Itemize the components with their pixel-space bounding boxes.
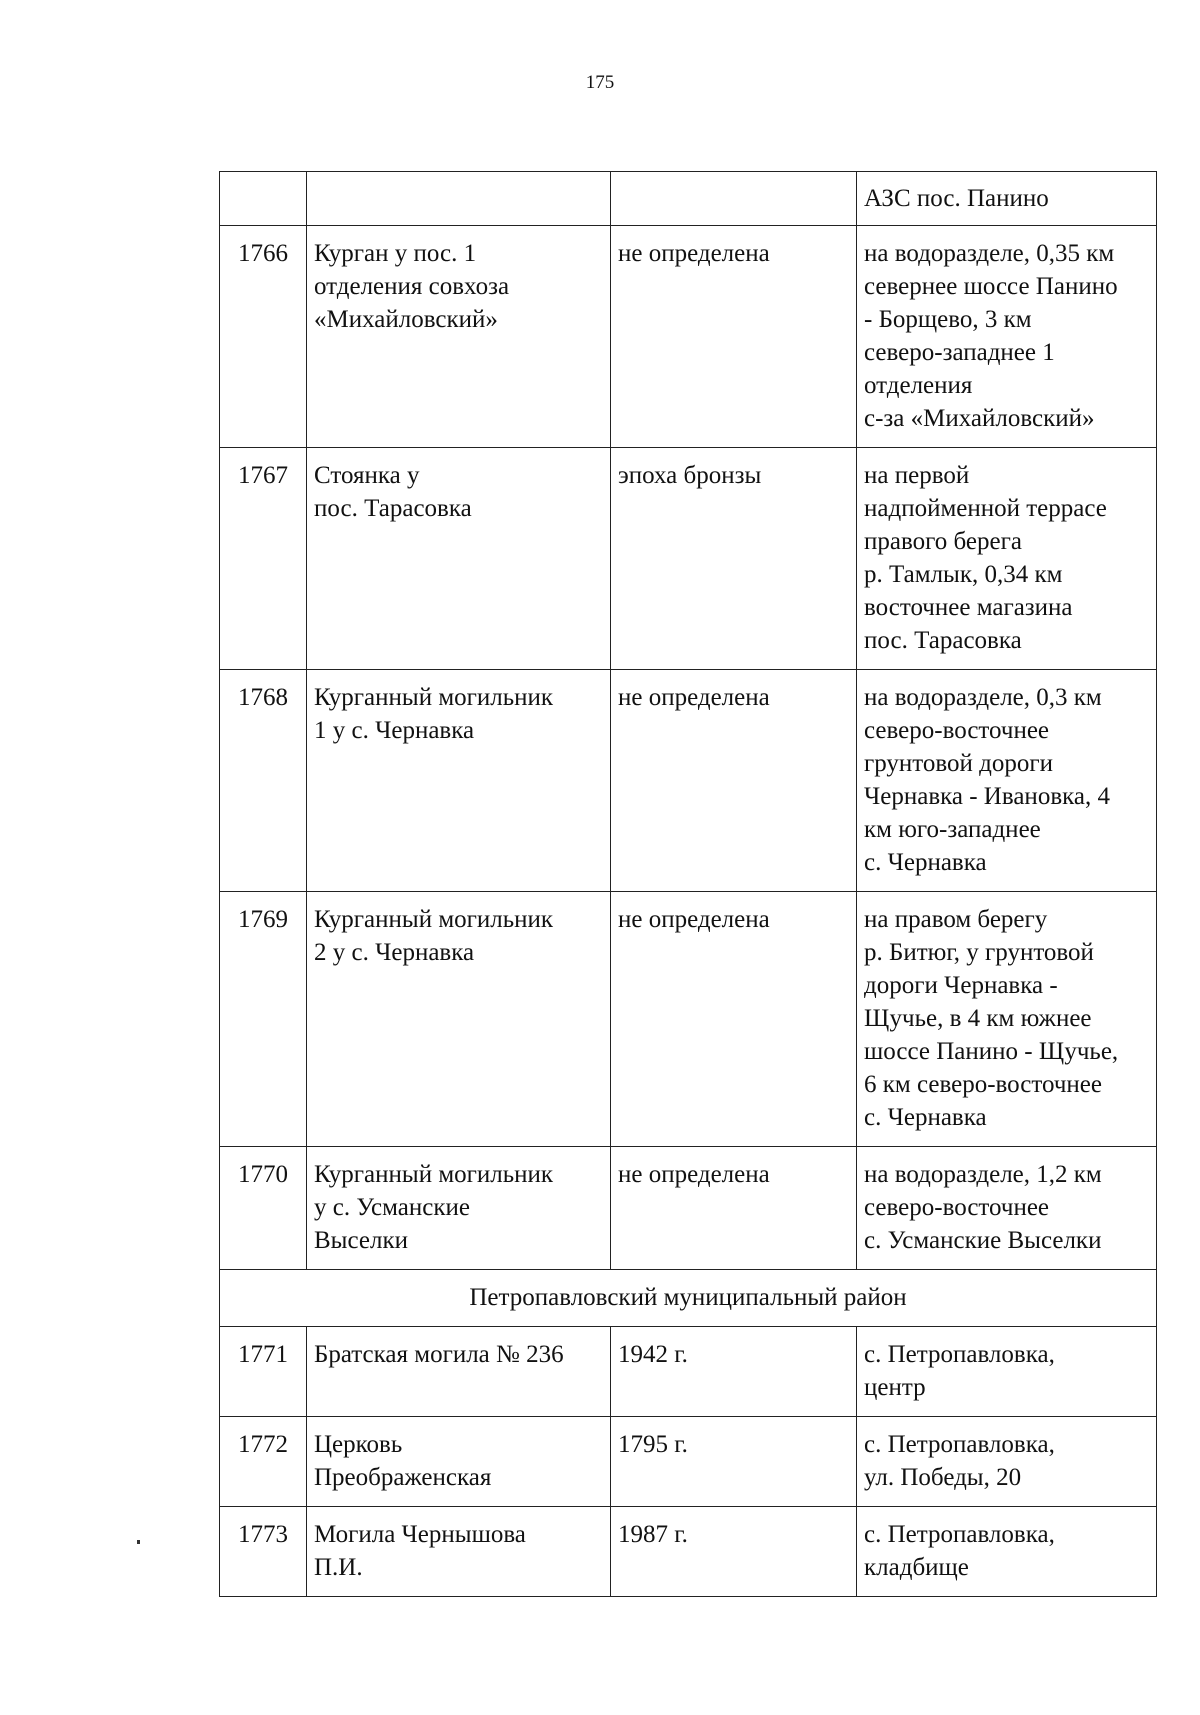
object-name-cell: Могила Чернышова П.И. [307,1507,611,1597]
section-title: Петропавловский муниципальный район [220,1270,1157,1327]
page-number: 175 [585,72,615,93]
object-name-cell: Курганный могильник у с. Усманские Выселки [307,1147,611,1270]
table-row [220,1327,1157,1417]
object-name-cell: Курганный могильник 2 у с. Чернавка [307,892,611,1147]
object-name-cell [307,172,611,226]
object-name-cell: Курганный могильник 1 у с. Чернавка [307,670,611,892]
object-name-cell: Стоянка у пос. Тарасовка [307,448,611,670]
object-name-cell: Братская могила № 236 [307,1327,611,1417]
row-number-cell: 1767 [220,448,307,670]
row-number-cell: 1769 [220,892,307,1147]
location-cell: на водоразделе, 0,35 км севернее шоссе Панино - Борщево, 3 км северо-западнее 1 отделения с-за «Михайловский» [857,226,1157,448]
row-number-cell: 1770 [220,1147,307,1270]
location-cell: на первой надпойменной террасе правого берега р. Тамлык, 0,34 км восточнее магазина пос. Тарасовка [857,448,1157,670]
location-cell: с. Петропавловка, центр [857,1327,1157,1417]
dating-cell: 1987 г. [611,1507,857,1597]
table-row [220,1507,1157,1597]
dating-cell: не определена [611,670,857,892]
table-row-continuation [220,172,1157,226]
dating-cell: не определена [611,1147,857,1270]
dating-cell: не определена [611,892,857,1147]
object-name-cell: Курган у пос. 1 отделения совхоза «Михайловский» [307,226,611,448]
row-number-cell: 1766 [220,226,307,448]
table-row [220,670,1157,892]
row-number-cell: 1772 [220,1417,307,1507]
location-cell: с. Петропавловка, ул. Победы, 20 [857,1417,1157,1507]
table-row [220,1417,1157,1507]
row-number-cell: 1771 [220,1327,307,1417]
object-name-cell: Церковь Преображенская [307,1417,611,1507]
row-number-cell: 1768 [220,670,307,892]
location-cell: на водоразделе, 1,2 км северо-восточнее с. Усманские Выселки [857,1147,1157,1270]
table-row [220,226,1157,448]
row-number-cell [220,172,307,226]
table-row [220,1147,1157,1270]
row-number-cell: 1773 [220,1507,307,1597]
location-cell: на правом берегу р. Битюг, у грунтовой дороги Чернавка - Щучье, в 4 км южнее шоссе Панино - Щучье, 6 км северо-восточнее с. Чернавка [857,892,1157,1147]
dating-cell: 1795 г. [611,1417,857,1507]
dating-cell: эпоха бронзы [611,448,857,670]
dating-cell: 1942 г. [611,1327,857,1417]
section-header-row [220,1270,1157,1327]
location-cell: АЗС пос. Панино [857,172,1157,226]
table-row [220,892,1157,1147]
location-cell: с. Петропавловка, кладбище [857,1507,1157,1597]
dating-cell [611,172,857,226]
table-row [220,448,1157,670]
location-cell: на водоразделе, 0,3 км северо-восточнее грунтовой дороги Чернавка - Ивановка, 4 км юго-западнее с. Чернавка [857,670,1157,892]
dating-cell: не определена [611,226,857,448]
scan-artifact [137,1540,140,1544]
heritage-registry-table [219,171,1157,1597]
